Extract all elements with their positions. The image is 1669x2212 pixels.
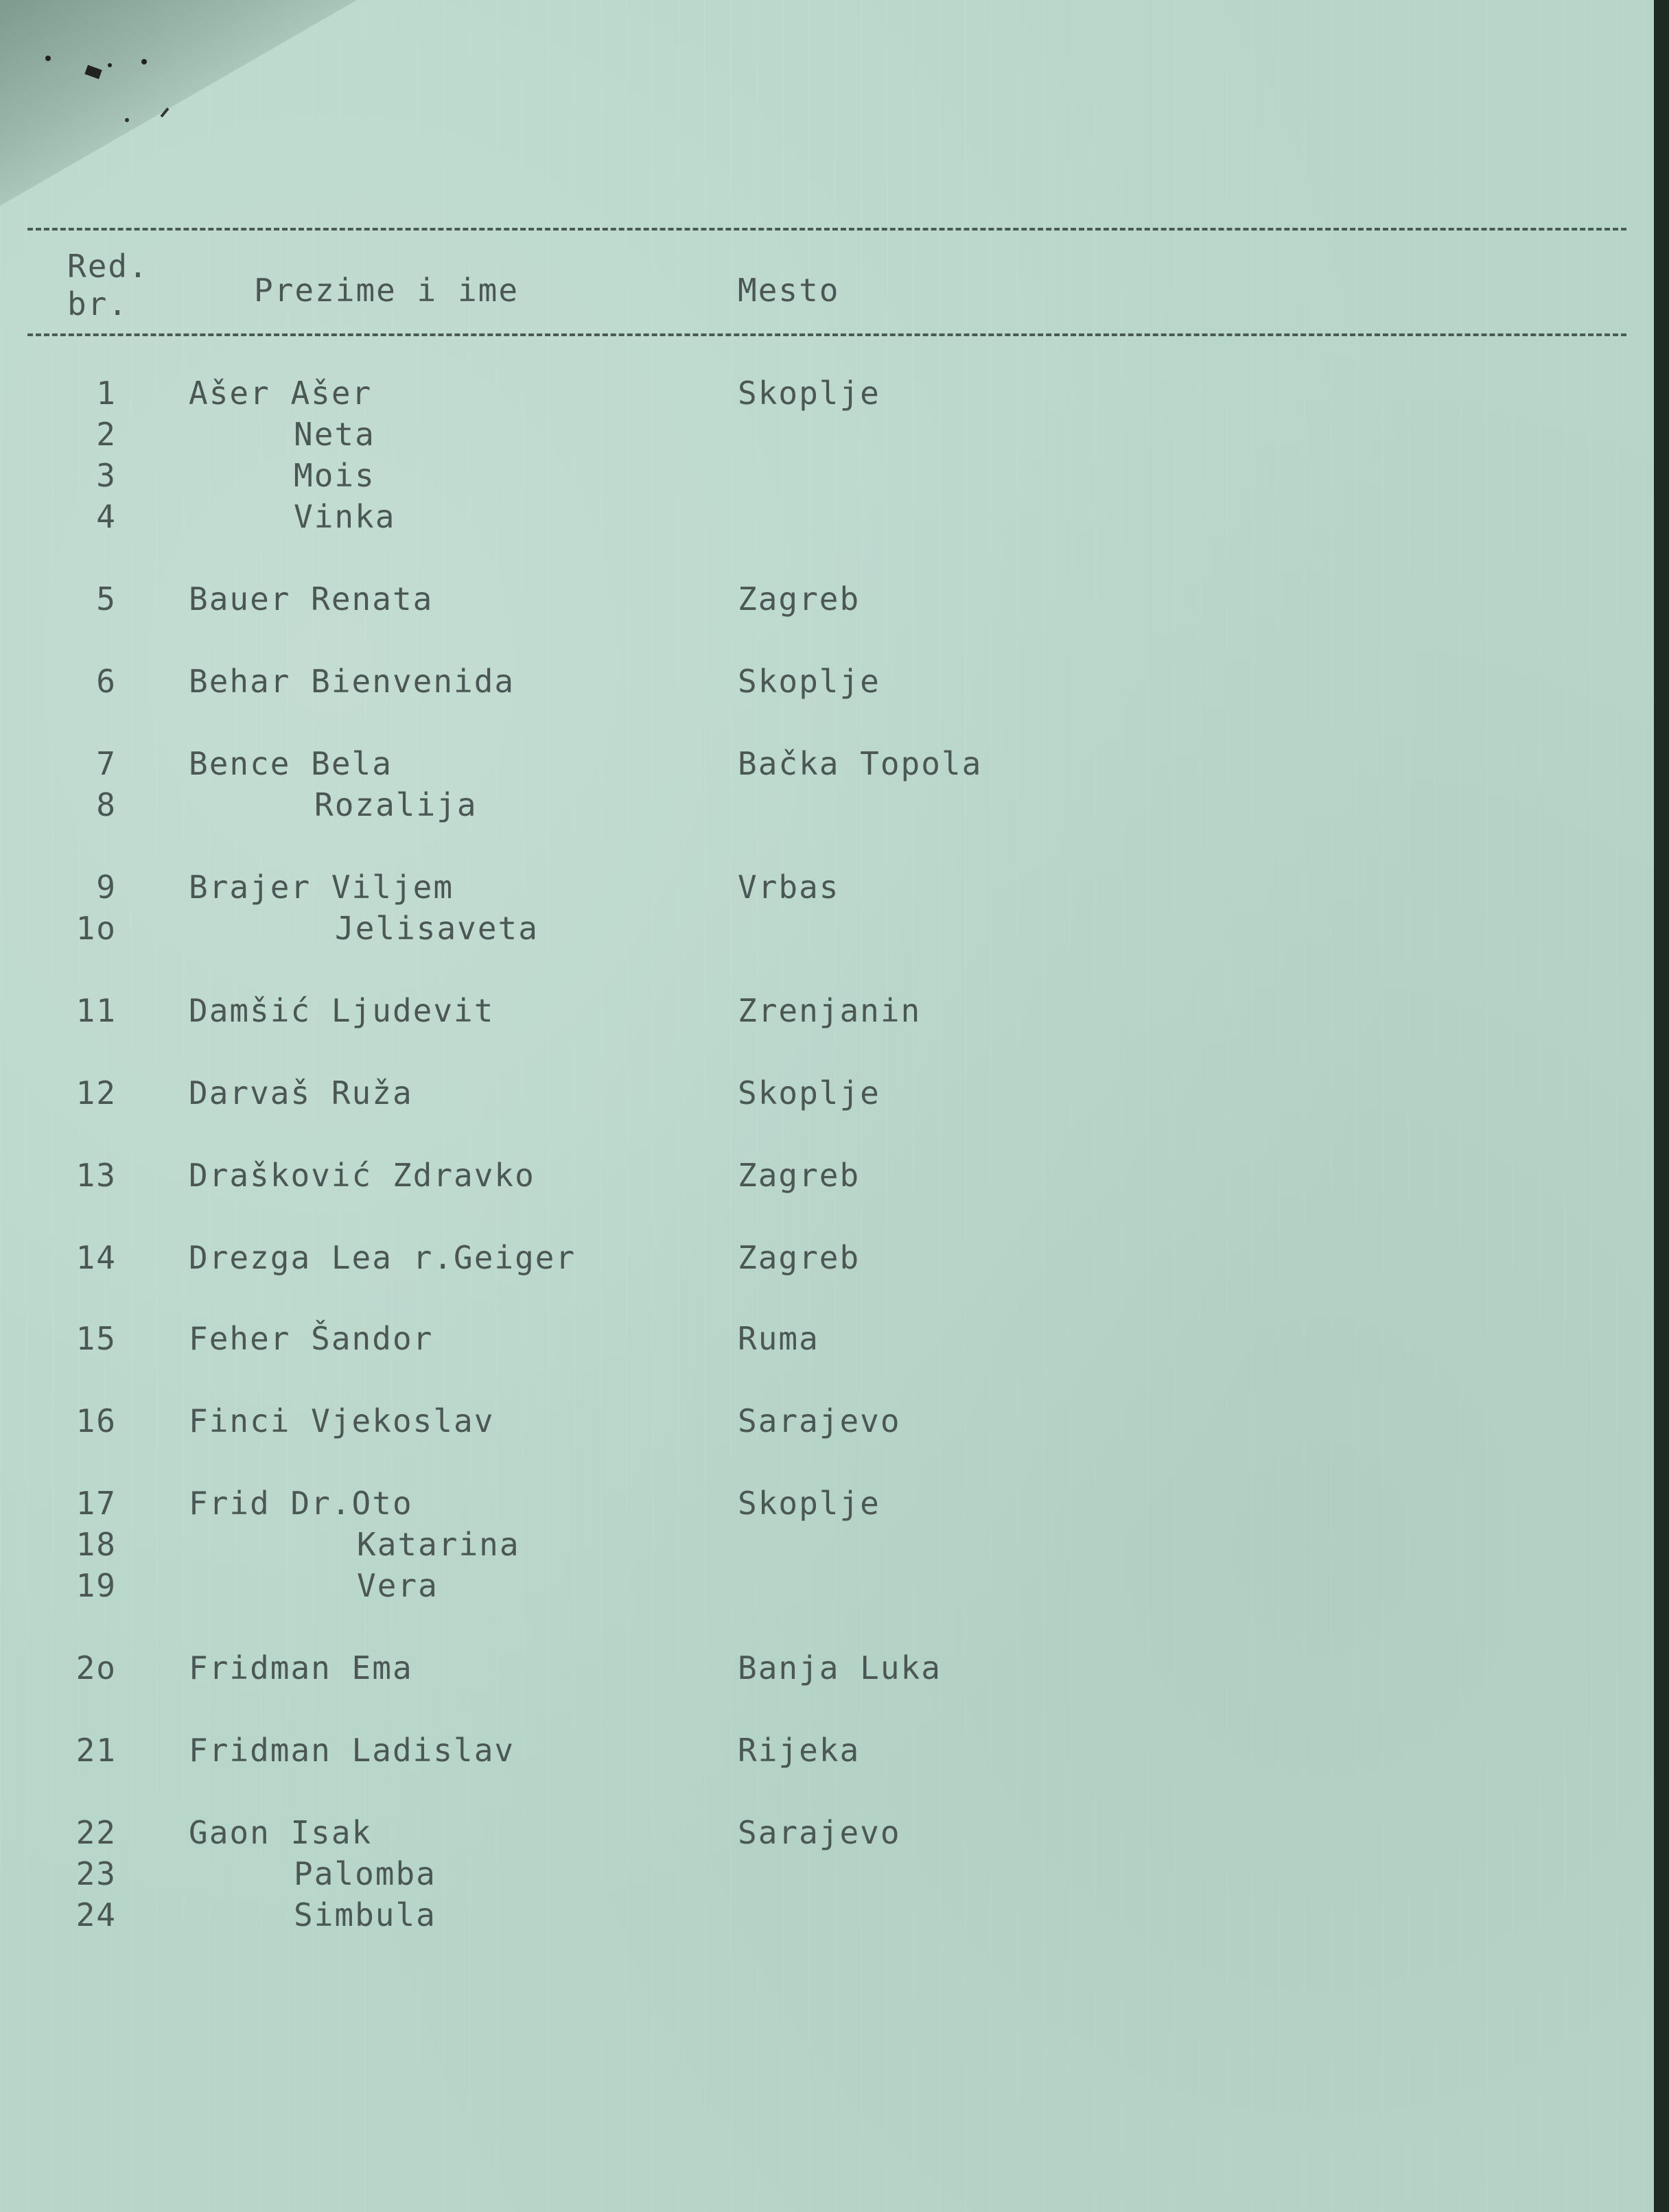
row-place: Rijeka [738, 1732, 861, 1769]
row-place: Banja Luka [738, 1649, 942, 1686]
row-name: Behar Bienvenida [189, 663, 515, 700]
row-place: Sarajevo [738, 1814, 901, 1851]
list-item [0, 377, 1647, 419]
row-place: Skoplje [738, 663, 880, 700]
list-item [0, 1855, 1647, 1899]
row-name: Darvaš Ruža [189, 1074, 413, 1111]
row-place: Skoplje [738, 375, 880, 412]
row-place: Skoplje [738, 1485, 880, 1522]
list-item [0, 1402, 1647, 1446]
row-place: Zrenjanin [738, 992, 922, 1029]
row-number: 14 [75, 1239, 117, 1276]
list-item [0, 1814, 1647, 1858]
row-place: Sarajevo [738, 1402, 901, 1439]
header-no-line2: br. [67, 285, 129, 322]
row-number: 1o [75, 910, 117, 947]
header-top-rule [27, 228, 1626, 231]
row-number: 19 [75, 1567, 117, 1604]
list-item [0, 910, 1647, 954]
row-number: 18 [75, 1526, 117, 1563]
list-item [0, 416, 1647, 460]
row-name: Gaon Isak [189, 1814, 373, 1851]
row-name: Feher Šandor [189, 1320, 434, 1357]
header-place: Mesto [738, 272, 840, 309]
row-name: Damšić Ljudevit [189, 992, 495, 1029]
header-name: Prezime i ime [254, 272, 520, 309]
row-number: 9 [96, 869, 117, 906]
ink-marks [41, 41, 178, 144]
row-number: 1 [96, 375, 117, 412]
row-name: Katarina [357, 1526, 520, 1563]
row-number: 22 [75, 1814, 117, 1851]
list-item [0, 1896, 1647, 1940]
row-number: 2 [96, 416, 117, 453]
row-place: Bačka Topola [738, 745, 983, 782]
row-name: Brajer Viljem [189, 869, 454, 906]
row-name: Mois [294, 457, 375, 494]
row-name: Neta [294, 416, 375, 453]
list-item [0, 1526, 1647, 1570]
row-name: Frid Dr.Oto [189, 1485, 413, 1522]
row-number: 13 [75, 1157, 117, 1194]
list-item [0, 1734, 1647, 1776]
header-no-line1: Red. [67, 248, 149, 285]
row-place: Skoplje [738, 1074, 880, 1111]
row-number: 2o [75, 1649, 117, 1686]
list-item [0, 1567, 1647, 1611]
row-number: 3 [96, 457, 117, 494]
row-place: Zagreb [738, 580, 861, 617]
list-item [0, 1074, 1647, 1118]
row-number: 8 [96, 786, 117, 823]
row-name: Bauer Renata [189, 580, 434, 617]
row-name: Palomba [294, 1855, 436, 1892]
header-bottom-rule [27, 333, 1626, 336]
list-item [0, 786, 1647, 830]
row-name: Vinka [294, 498, 396, 535]
row-name: Rozalija [314, 786, 478, 823]
row-name: Bence Bela [189, 745, 393, 782]
list-item [0, 871, 1647, 913]
row-number: 7 [96, 745, 117, 782]
list-item [0, 580, 1647, 624]
row-number: 24 [75, 1896, 117, 1933]
row-number: 12 [75, 1074, 117, 1111]
row-place: Zagreb [738, 1239, 861, 1276]
list-item [0, 457, 1647, 501]
row-number: 15 [75, 1320, 117, 1357]
row-number: 16 [75, 1402, 117, 1439]
row-place: Ruma [738, 1320, 819, 1357]
row-name: Vera [357, 1567, 439, 1604]
list-item [0, 1487, 1647, 1529]
row-name: Simbula [294, 1896, 436, 1933]
row-number: 21 [75, 1732, 117, 1769]
list-item [0, 498, 1647, 542]
row-number: 5 [96, 580, 117, 617]
row-number: 17 [75, 1485, 117, 1522]
row-name: Jelisaveta [335, 910, 539, 947]
row-name: Ašer Ašer [189, 375, 373, 412]
row-number: 4 [96, 498, 117, 535]
list-item [0, 745, 1647, 789]
row-name: Drezga Lea r.Geiger [189, 1239, 576, 1276]
list-item [0, 992, 1647, 1036]
row-place: Zagreb [738, 1157, 861, 1194]
row-number: 23 [75, 1855, 117, 1892]
row-name: Fridman Ema [189, 1649, 413, 1686]
row-place: Vrbas [738, 869, 840, 906]
row-name: Fridman Ladislav [189, 1732, 515, 1769]
row-number: 6 [96, 663, 117, 700]
list-item [0, 1157, 1647, 1201]
list-item [0, 1649, 1647, 1693]
row-number: 11 [75, 992, 117, 1029]
scan-edge [1654, 0, 1669, 2212]
list-item [0, 663, 1647, 707]
row-name: Drašković Zdravko [189, 1157, 535, 1194]
list-item [0, 1239, 1647, 1283]
row-name: Finci Vjekoslav [189, 1402, 495, 1439]
list-item [0, 1320, 1647, 1364]
